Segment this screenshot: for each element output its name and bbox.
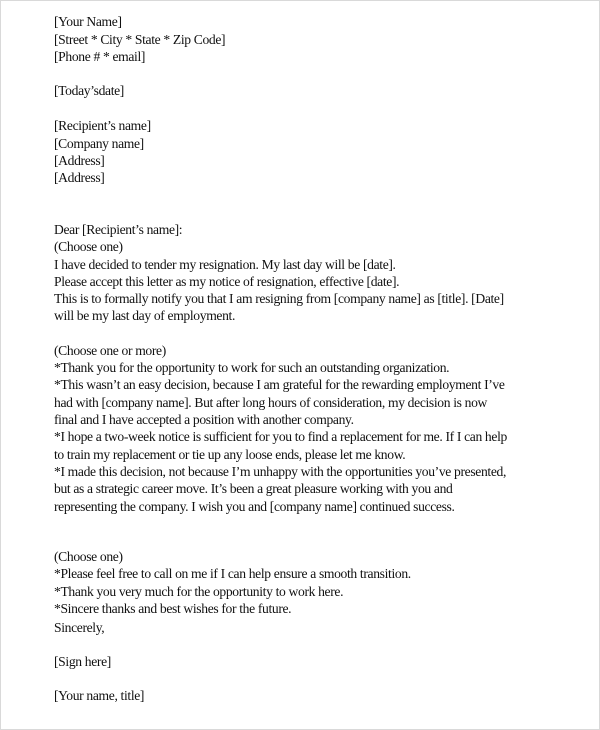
middle-line: *I made this decision, not because I’m unhappy with the opportunities you’ve presented, [54,464,507,479]
closing-line: *Thank you very much for the opportunity to work here. [54,584,344,599]
opening-line: Please accept this letter as my notice of resignation, effective [date]. [54,274,400,289]
choose-instruction: (Choose one) [54,239,123,254]
middle-line: *Thank you for the opportunity to work for such an outstanding organization. [54,360,450,375]
sender-address: [Street * City * State * Zip Code] [54,32,226,47]
middle-line: final and I have accepted a position with another company. [54,412,354,427]
closing-line: *Please feel free to call on me if I can help ensure a smooth transition. [54,566,411,581]
choose-instruction: (Choose one) [54,549,123,564]
choose-instruction: (Choose one or more) [54,343,166,358]
signature-placeholder: [Sign here] [54,654,111,669]
middle-line: to train my replacement or tie up any loose ends, please let me know. [54,447,406,462]
opening-line: will be my last day of employment. [54,308,236,323]
middle-line: representing the company. I wish you and [company name] continued success. [54,499,455,514]
signer-name: [Your name, title] [54,688,145,703]
sender-name: [Your Name] [54,14,122,29]
closing-line: *Sincere thanks and best wishes for the future. [54,601,292,616]
middle-line: but as a strategic career move. It’s been a great pleasure working with you and [54,481,453,496]
opening-line: I have decided to tender my resignation. My last day will be [date]. [54,257,396,272]
letter-date: [Today’sdate] [54,83,124,98]
recipient-address: [Address] [54,170,105,185]
recipient-address: [Address] [54,153,105,168]
middle-line: *This wasn’t an easy decision, because I am grateful for the rewarding employment I’ve [54,377,505,392]
recipient-company: [Company name] [54,136,144,151]
middle-line: had with [company name]. But after long hours of consideration, my decision is now [54,395,488,410]
recipient-name: [Recipient’s name] [54,118,151,133]
signoff: Sincerely, [54,620,105,635]
salutation: Dear [Recipient’s name]: [54,222,183,237]
opening-line: This is to formally notify you that I am resigning from [company name] as [title]. [Date] [54,291,504,306]
sender-contact: [Phone # * email] [54,49,146,64]
middle-line: *I hope a two-week notice is sufficient for you to find a replacement for me. If I can help [54,429,507,444]
